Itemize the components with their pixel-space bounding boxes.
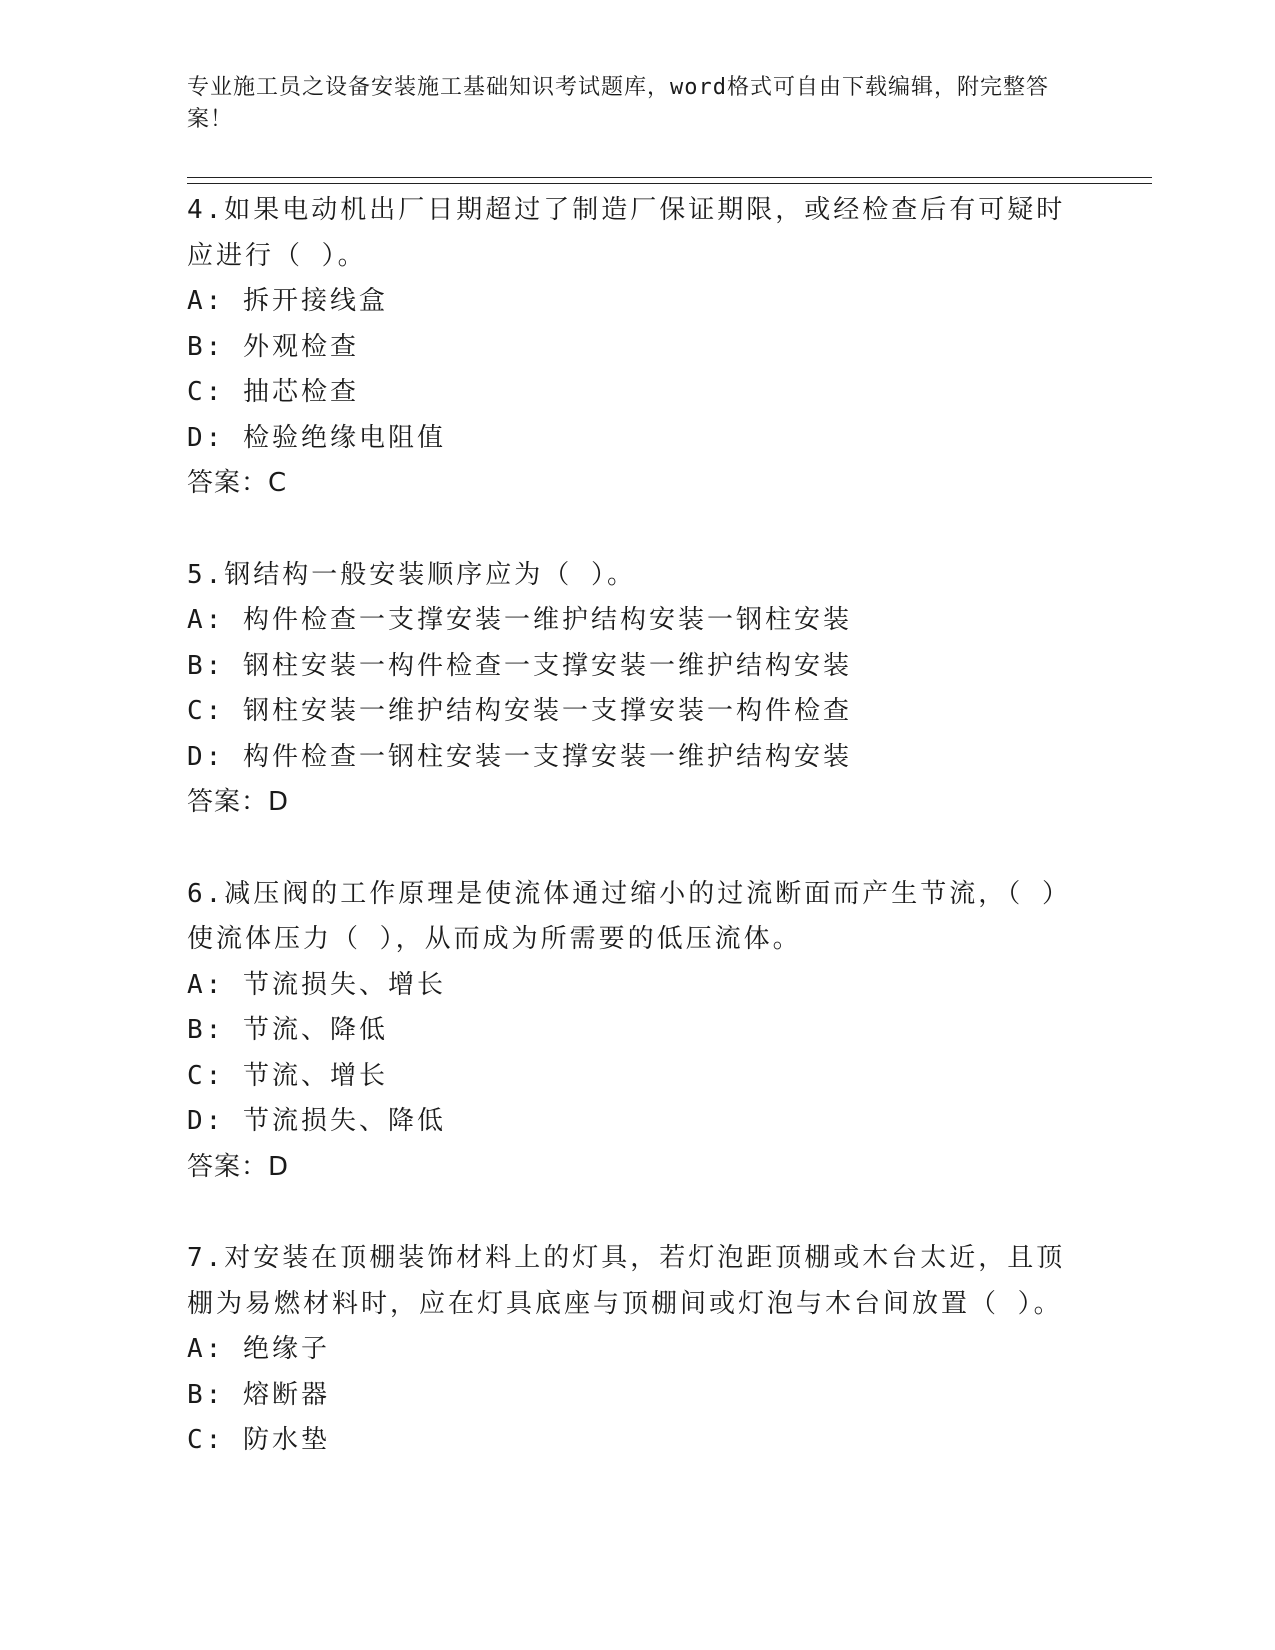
option-letter: B: [187,650,225,681]
option-letter: A: [187,1334,225,1364]
option-text: 熔断器 [242,1379,330,1410]
option-letter: C: [187,377,225,407]
option-letter: D: [187,1106,225,1136]
option-text: 节流损失、增长 [242,969,446,1000]
option-a [187,963,1087,1009]
option-letter: A: [187,605,225,635]
header-rule-bottom [187,183,1152,184]
option-text: 防水垫 [242,1425,330,1455]
option-c [187,370,1087,416]
question-5 [187,553,1087,826]
question-4 [187,188,1087,507]
answer-line: 答案：D [187,1151,290,1182]
document-header [187,72,1067,136]
option-letter: C: [187,1425,225,1455]
answer-line: 答案：D [187,787,290,817]
question-stem: 4.如果电动机出厂日期超过了制造厂保证期限，或经检查后有可疑时应进行（ ）。 [187,195,1066,271]
question-stem: 6.减压阀的工作原理是使流体通过缩小的过流断面而产生节流，（ ）使流体压力（ ），从而成为所需要的低压流体。 [187,878,1071,954]
question-list [187,188,1087,1464]
question-stem: 7.对安装在顶棚装饰材料上的灯具，若灯泡距顶棚或木台太近，且顶棚为易燃材料时，应在灯具底座与顶棚间或灯泡与木台间放置（ ）。 [187,1243,1066,1319]
option-d [187,735,1087,781]
option-letter: B: [187,1379,225,1410]
option-letter: B: [187,331,225,362]
option-text: 构件检查一支撑安装一维护结构安装一钢柱安装 [242,605,852,635]
option-text: 钢柱安装一维护结构安装一支撑安装一构件检查 [242,696,852,726]
option-d [187,416,1087,462]
option-b [187,1373,1087,1419]
option-letter: C: [187,696,225,726]
option-letter: A: [187,969,225,1000]
option-b [187,325,1087,371]
option-a [187,279,1087,325]
option-a [187,598,1087,644]
question-stem: 5.钢结构一般安装顺序应为（ ）。 [187,559,636,590]
option-a [187,1327,1087,1373]
option-letter: A: [187,286,225,316]
option-letter: D: [187,422,225,453]
header-title: 专业施工员之设备安装施工基础知识考试题库，word格式可自由下载编辑，附完整答案！ [187,75,1049,132]
option-text: 钢柱安装一构件检查一支撑安装一维护结构安装 [242,650,852,681]
option-text: 抽芯检查 [242,377,359,407]
option-text: 绝缘子 [242,1334,330,1364]
option-text: 节流损失、降低 [242,1106,446,1136]
option-text: 外观检查 [242,331,359,362]
option-text: 构件检查一钢柱安装一支撑安装一维护结构安装 [242,741,852,772]
option-text: 检验绝缘电阻值 [242,422,446,453]
option-text: 节流、增长 [242,1060,388,1091]
answer-line: 答案：C [187,468,288,498]
option-c [187,1418,1087,1464]
option-b [187,644,1087,690]
option-c [187,1054,1087,1100]
option-letter: D: [187,741,225,772]
option-b [187,1008,1087,1054]
option-d [187,1099,1087,1145]
option-c [187,689,1087,735]
question-7 [187,1236,1087,1464]
question-6 [187,872,1087,1191]
option-letter: B: [187,1015,225,1045]
option-text: 节流、降低 [242,1015,388,1045]
header-rule-top [187,177,1152,178]
option-letter: C: [187,1060,225,1091]
option-text: 拆开接线盒 [242,286,388,316]
